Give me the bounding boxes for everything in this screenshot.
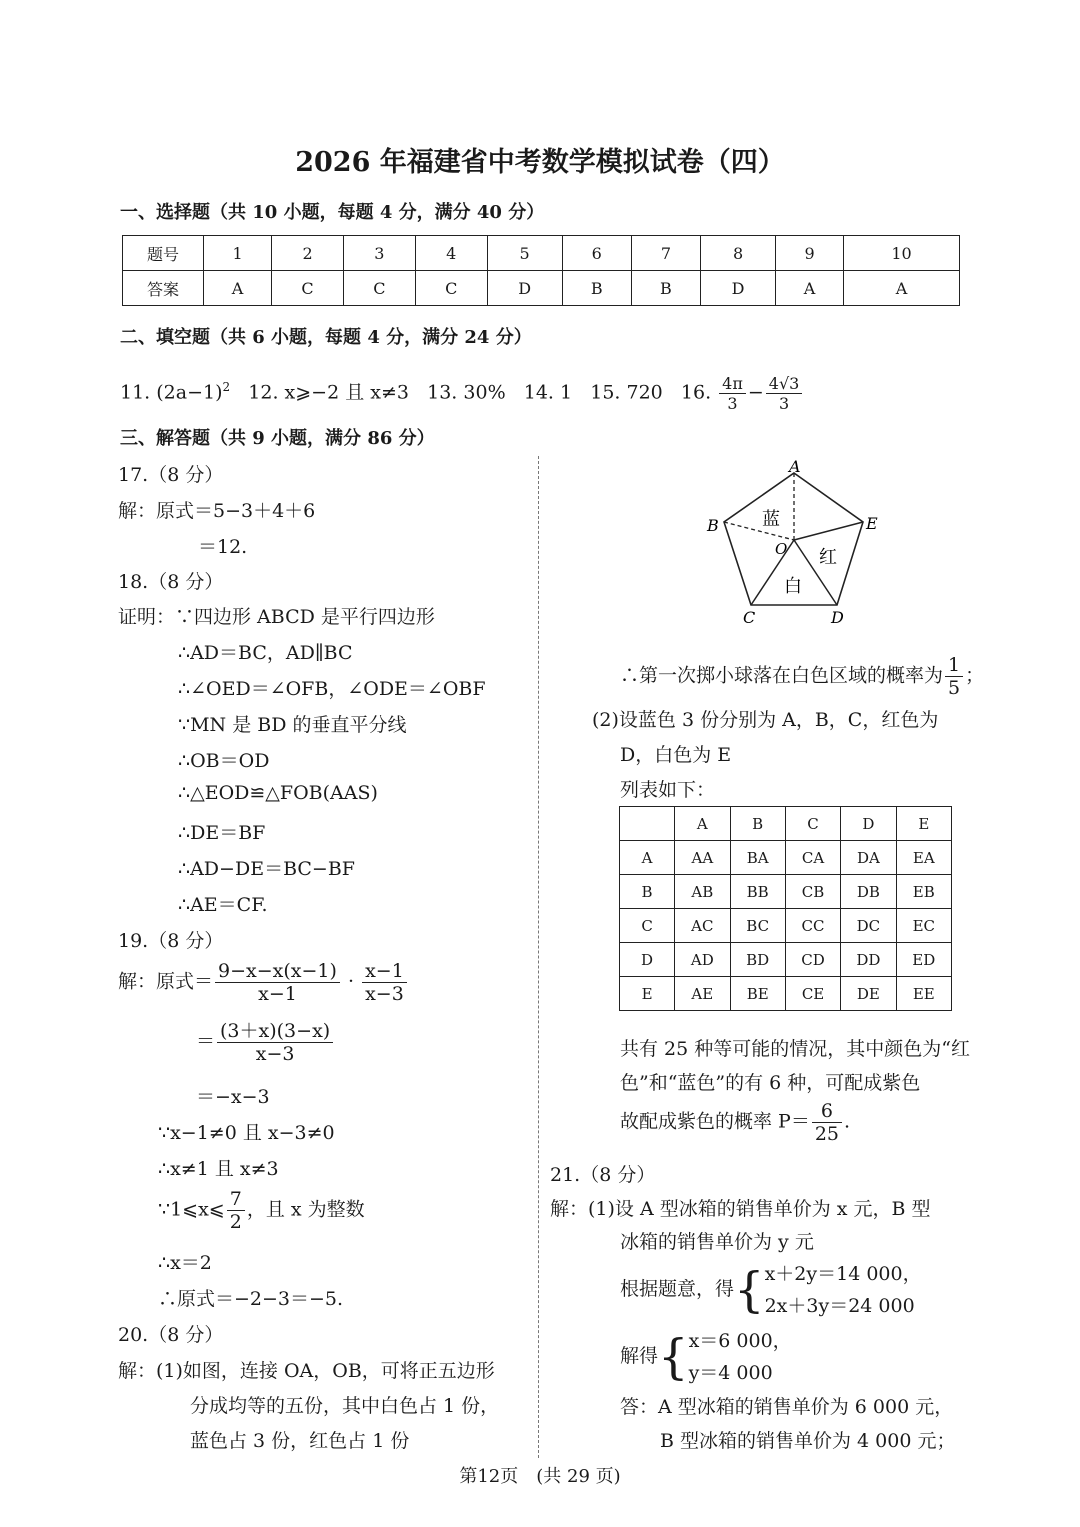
fill-in-answers (120, 374, 804, 413)
vertex-label-c: C (743, 608, 756, 627)
section3-heading: 三、解答题（共 9 小题，满分 86 分） (120, 428, 435, 449)
table-cell: A (776, 271, 844, 306)
q16-number: 16. (680, 381, 712, 404)
table-row (620, 875, 952, 909)
table-cell: C (620, 909, 675, 943)
q20-line: 共有 25 种等可能的情况，其中颜色为“红 (620, 1038, 970, 1060)
q20-line: D，白色为 E (620, 744, 732, 766)
section2-heading: 二、填空题（共 6 小题，每题 4 分，满分 24 分） (120, 327, 532, 348)
table-cell: A (844, 271, 960, 306)
table-cell: 5 (487, 236, 562, 271)
table-cell: 9 (776, 236, 844, 271)
q21-solutions: x＝6 000， y＝4 000 (688, 1330, 792, 1384)
q21-system (620, 1258, 922, 1322)
table-cell: CD (785, 943, 840, 977)
segment-ob (724, 522, 794, 540)
table-cell: A (620, 841, 675, 875)
q19-line: ∵x−1≠0 且 x−3≠0 (158, 1122, 335, 1144)
table-cell: EC (896, 909, 951, 943)
region-label-white: 白 (784, 576, 802, 597)
table-cell: EA (896, 841, 951, 875)
left-brace-icon: { (658, 1329, 689, 1385)
q19-fraction-4: $\frac{7}{2}$ (227, 1188, 245, 1233)
q19-fraction-1: $\frac{9-x-x(x-1)}{x-1}$ (215, 960, 340, 1005)
q18-heading: 18.（8 分） (118, 571, 224, 593)
q18-line: ∴DE＝BF (178, 822, 266, 844)
q11-number: 11. (120, 381, 151, 404)
q20-line: 色”和“蓝色”的有 6 种，可配成紫色 (620, 1072, 921, 1094)
table-cell: DC (841, 909, 896, 943)
q19-dot: · (347, 970, 355, 993)
q19-text: ，且 x 为整数 (246, 1198, 365, 1221)
q20-line: (2)设蓝色 3 份分别为 A，B，C，红色为 (592, 709, 939, 731)
table-cell: D (620, 943, 675, 977)
outcome-table (619, 806, 952, 1011)
q20-text: ∴第一次掷小球落在白色区域的概率为 (620, 664, 944, 687)
q19-line: ∴原式＝−2−3＝−5. (158, 1288, 344, 1310)
q18-line: ∴AD−DE＝BC−BF (178, 858, 355, 880)
vertex-label-b: B (707, 516, 719, 535)
q14-number: 14. (523, 381, 554, 404)
table-cell: 3 (343, 236, 415, 271)
q18-line: ∴AD＝BC，AD∥BC (178, 642, 353, 664)
q18-line: 证明：∵四边形 ABCD 是平行四边形 (118, 606, 435, 628)
table-cell: D (487, 271, 562, 306)
table-cell: C (272, 271, 344, 306)
q21-line: B 型冰箱的销售单价为 4 000 元； (660, 1430, 956, 1452)
q21-line: 答：A 型冰箱的销售单价为 6 000 元， (620, 1396, 954, 1418)
q15-answer: 720 (626, 381, 663, 404)
table-cell: 8 (701, 236, 776, 271)
table-cell: 4 (415, 236, 487, 271)
q21-heading: 21.（8 分） (550, 1164, 656, 1186)
table-cell: CC (785, 909, 840, 943)
segment-oe (794, 522, 863, 540)
table-cell: E (620, 977, 675, 1011)
q18-line: ∵MN 是 BD 的垂直平分线 (178, 714, 407, 736)
table-cell: 题号 (123, 236, 204, 271)
table-cell: AD (675, 943, 730, 977)
table-cell: A (204, 271, 272, 306)
table-cell: 7 (631, 236, 700, 271)
table-cell: AE (675, 977, 730, 1011)
answer-table (122, 235, 960, 306)
table-cell: D (701, 271, 776, 306)
q18-line: ∴AE＝CF. (178, 894, 268, 916)
page-footer: 第12页 (共 29 页) (459, 1466, 621, 1487)
q20-text: 故配成紫色的概率 P＝ (620, 1110, 810, 1133)
table-cell: DA (841, 841, 896, 875)
q19-line: ∴x≠1 且 x≠3 (158, 1158, 279, 1180)
q18-line: ∴∠OED＝∠OFB，∠ODE＝∠OBF (178, 678, 486, 700)
q20-line: 列表如下： (620, 779, 716, 801)
table-cell: CB (785, 875, 840, 909)
q13-number: 13. (427, 381, 458, 404)
table-row (620, 841, 952, 875)
table-row (620, 943, 952, 977)
q12-number: 12. (248, 381, 279, 404)
table-cell: 6 (562, 236, 631, 271)
q11-exponent: 2 (222, 380, 231, 395)
table-cell: 10 (844, 236, 960, 271)
table-cell: 2 (272, 236, 344, 271)
table-cell: D (841, 807, 896, 841)
table-cell (620, 807, 675, 841)
table-cell: EB (896, 875, 951, 909)
q19-fraction-2: $\frac{x-1}{x-3}$ (362, 960, 407, 1005)
q11-answer: (2a−1) (156, 381, 223, 404)
table-cell: B (631, 271, 700, 306)
q19-prefix: 解：原式＝ (118, 970, 214, 993)
q17-line: 解：原式＝5−3＋4＋6 (118, 500, 316, 522)
page-title: 2026 年福建省中考数学模拟试卷（四） (295, 147, 785, 178)
q12-answer: x⩾−2 且 x≠3 (284, 381, 409, 404)
q16-fraction-2: $\frac{4√3}{3}$ (766, 374, 803, 413)
table-cell: B (730, 807, 785, 841)
q19-line: ∴x＝2 (158, 1252, 212, 1274)
region-label-red: 红 (819, 547, 837, 568)
q21-line: 冰箱的销售单价为 y 元 (620, 1231, 814, 1253)
table-cell: DE (841, 977, 896, 1011)
q20-line: 蓝色占 3 份，红色占 1 份 (190, 1430, 410, 1452)
pentagon-figure (700, 455, 890, 630)
q19-equals: ＝ (196, 1030, 216, 1053)
q19-line (118, 960, 409, 1005)
q16-fraction-1: $\frac{4\pi}{3}$ (719, 374, 746, 413)
table-cell: CA (785, 841, 840, 875)
q20-fraction-2: $\frac{6}{25}$ (812, 1100, 842, 1145)
q20-text: ； (965, 664, 985, 687)
left-brace-icon: { (734, 1262, 765, 1318)
q21-text: 根据题意，得 (620, 1278, 735, 1300)
section1-heading: 一、选择题（共 10 小题，每题 4 分，满分 40 分） (120, 202, 545, 223)
q20-fraction-1: $\frac{1}{5}$ (945, 654, 963, 699)
q19-heading: 19.（8 分） (118, 930, 224, 952)
q21-line: 解：(1)设 A 型冰箱的销售单价为 x 元，B 型 (550, 1198, 931, 1220)
table-row (123, 271, 960, 306)
q21-equations: x＋2y＝14 000， 2x＋3y＝24 000 (764, 1263, 922, 1317)
table-cell: BD (730, 943, 785, 977)
q18-line: ∴OB＝OD (178, 750, 270, 772)
q21-solution (620, 1325, 792, 1389)
q20-line: 解：(1)如图，连接 OA，OB，可将正五边形 (118, 1360, 495, 1382)
table-cell: AC (675, 909, 730, 943)
table-row (620, 909, 952, 943)
q17-heading: 17.（8 分） (118, 464, 224, 486)
region-label-blue: 蓝 (762, 509, 780, 530)
table-cell: C (415, 271, 487, 306)
table-cell: BE (730, 977, 785, 1011)
q17-line: ＝12. (198, 536, 248, 558)
vertex-label-e: E (866, 514, 878, 533)
table-cell: B (562, 271, 631, 306)
table-cell: AA (675, 841, 730, 875)
q19-fraction-3: $\frac{(3+x)(3-x)}{x-3}$ (217, 1020, 333, 1065)
q20-line (620, 1100, 850, 1145)
table-cell: 1 (204, 236, 272, 271)
table-cell: DD (841, 943, 896, 977)
table-cell: E (896, 807, 951, 841)
table-cell: ED (896, 943, 951, 977)
q19-text: ∵1⩽x⩽ (158, 1198, 225, 1221)
table-cell: DB (841, 875, 896, 909)
q19-line (158, 1188, 365, 1233)
q19-line: ＝−x−3 (196, 1086, 270, 1108)
table-cell: B (620, 875, 675, 909)
table-row (620, 807, 952, 841)
table-cell: A (675, 807, 730, 841)
table-cell: BC (730, 909, 785, 943)
table-cell: AB (675, 875, 730, 909)
table-cell: BB (730, 875, 785, 909)
center-label-o: O (775, 540, 788, 558)
q13-answer: 30% (463, 381, 506, 404)
table-cell: BA (730, 841, 785, 875)
q21-text: 解得 (620, 1345, 659, 1367)
q16-minus: − (747, 381, 764, 404)
table-cell: C (343, 271, 415, 306)
q18-line: ∴△EOD≌△FOB(AAS) (178, 782, 378, 804)
q20-heading: 20.（8 分） (118, 1324, 224, 1346)
table-cell: EE (896, 977, 951, 1011)
q14-answer: 1 (560, 381, 573, 404)
q20-line: 分成均等的五份，其中白色占 1 份， (190, 1395, 500, 1417)
table-row (620, 977, 952, 1011)
column-divider (538, 456, 539, 1458)
table-cell: 答案 (123, 271, 204, 306)
table-row (123, 236, 960, 271)
q15-number: 15. (590, 381, 621, 404)
q19-line (196, 1020, 335, 1065)
table-cell: C (785, 807, 840, 841)
q20-line (620, 654, 984, 699)
vertex-label-a: A (789, 457, 801, 476)
vertex-label-d: D (831, 608, 844, 627)
q20-text: . (844, 1110, 851, 1133)
table-cell: CE (785, 977, 840, 1011)
